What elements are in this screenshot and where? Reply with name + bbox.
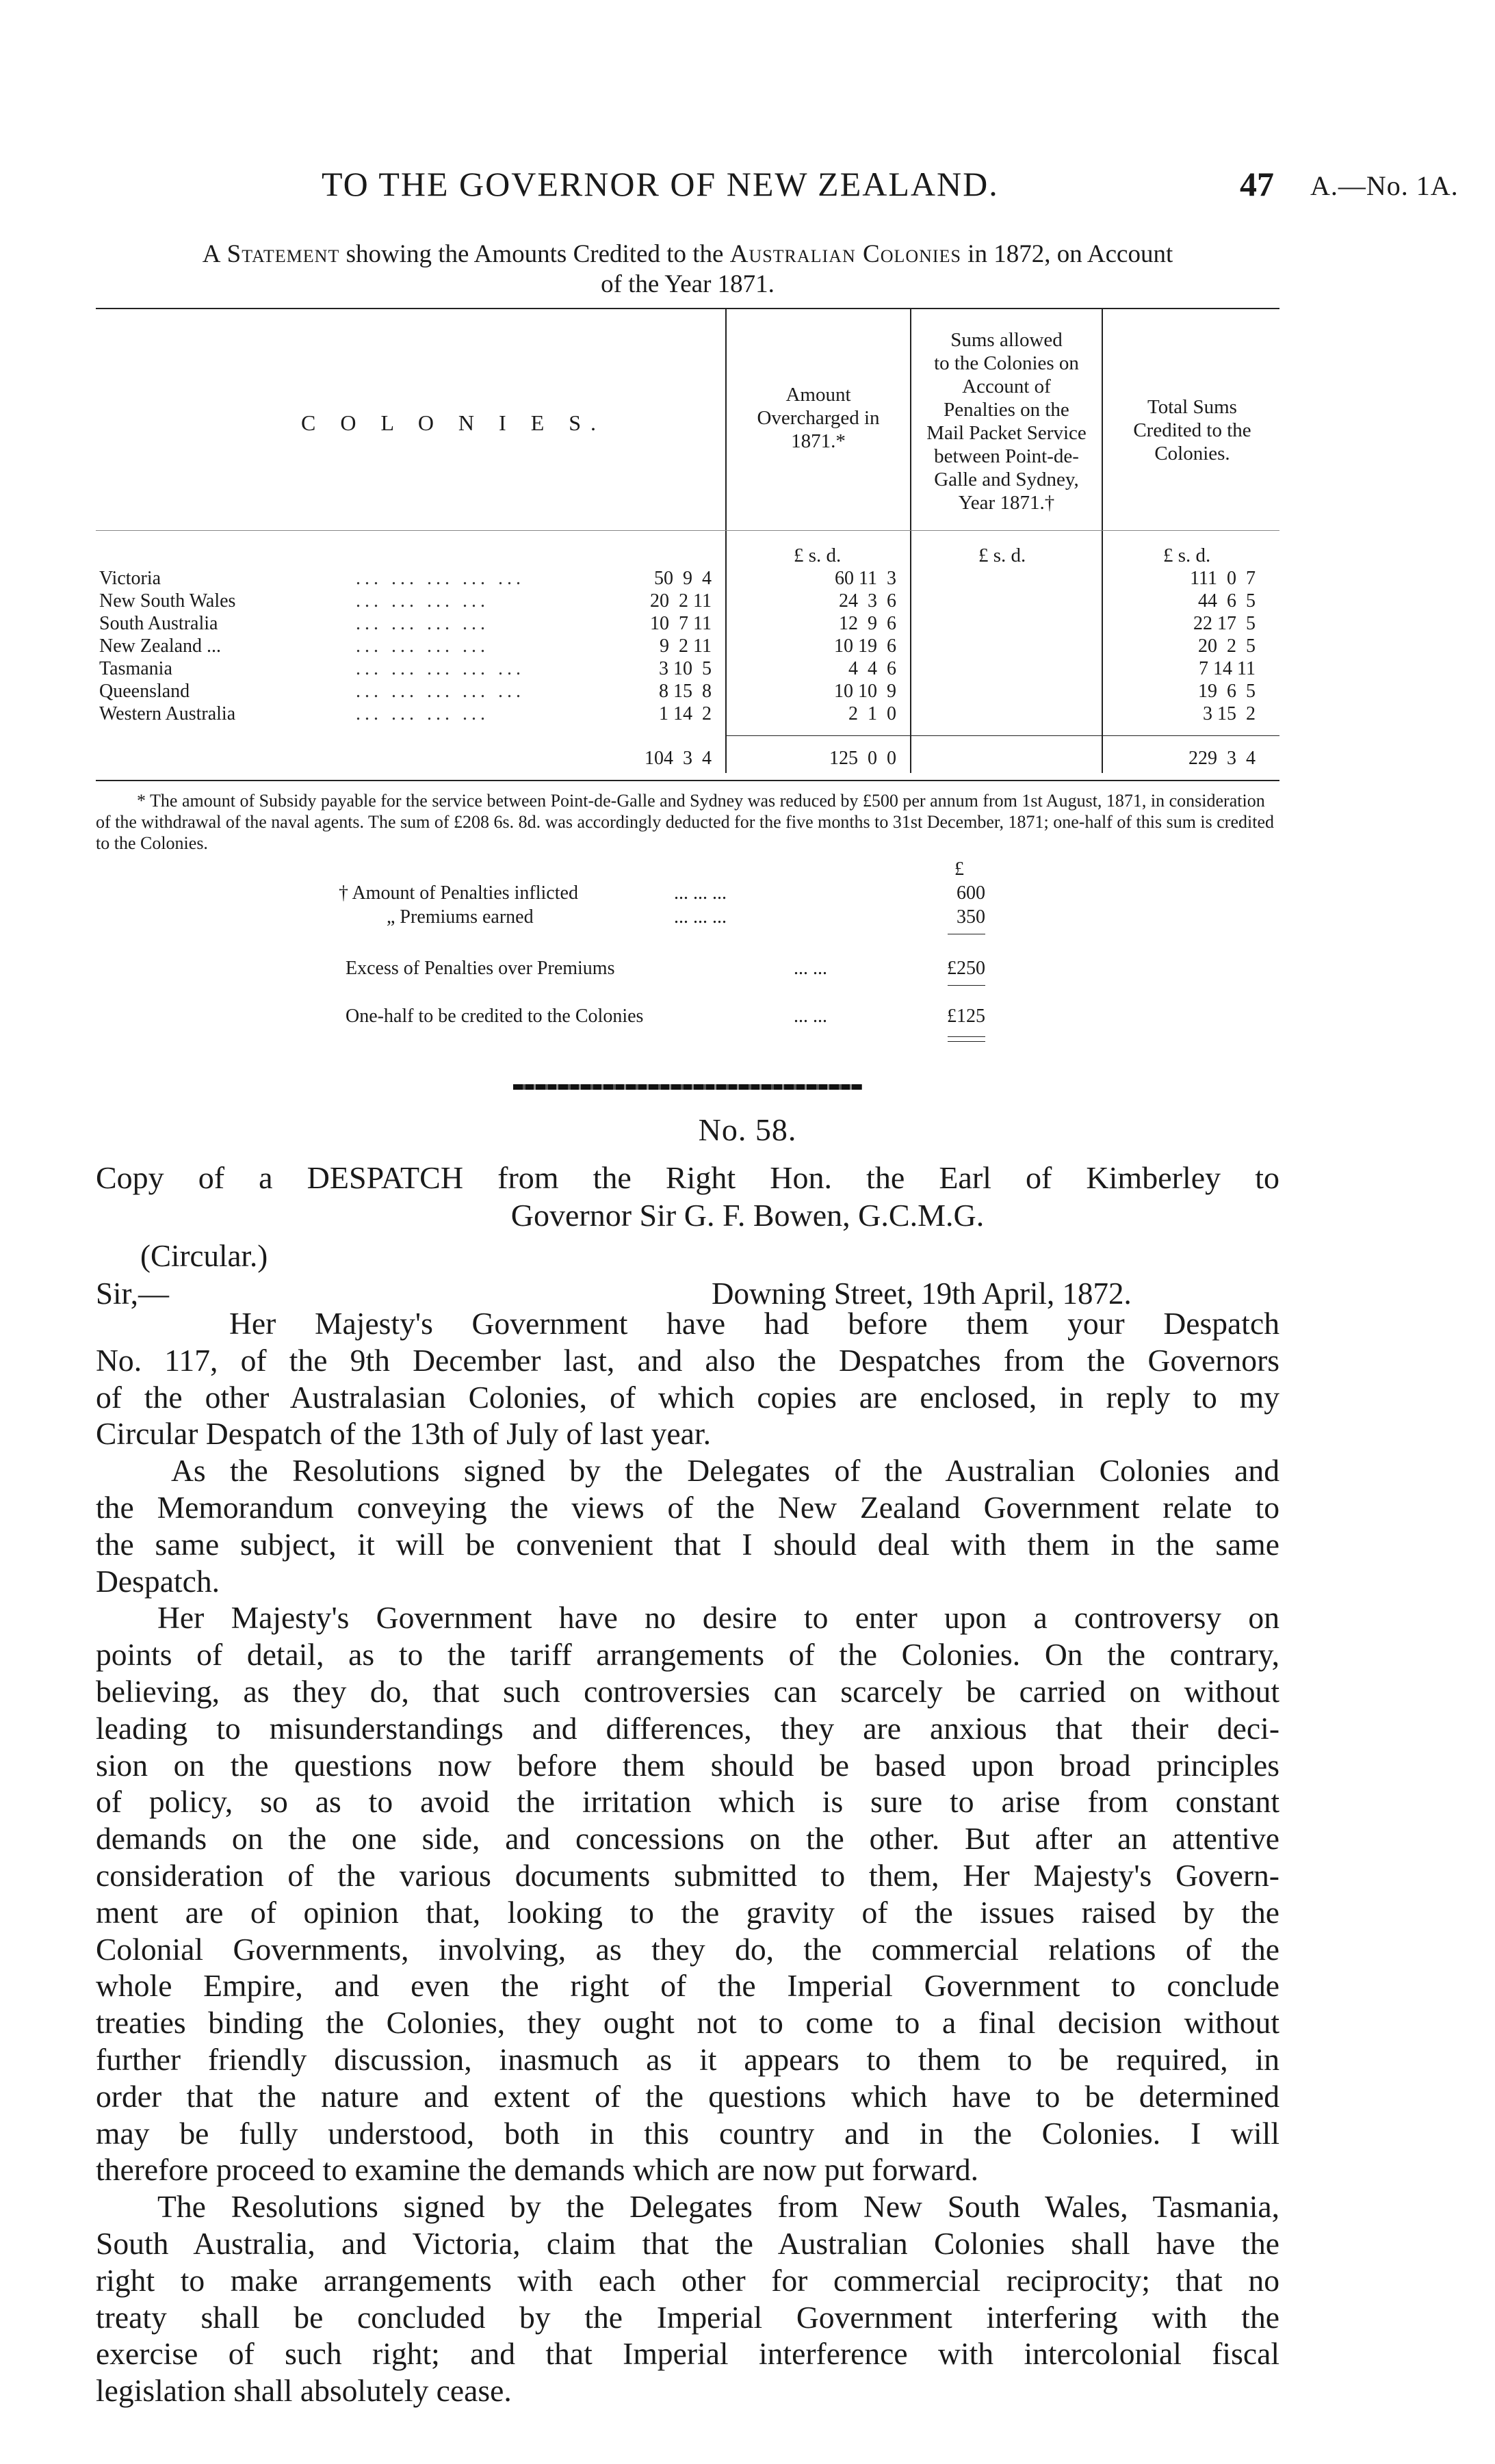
overcharged-value: 3 10 5 bbox=[659, 658, 712, 679]
overcharged-value: 9 2 11 bbox=[660, 635, 712, 657]
units-penalties: £ s. d. bbox=[978, 545, 1026, 566]
body-line: may be fully understood, both in this country and in the Colonies. I will bbox=[96, 2115, 1279, 2151]
header-line: 1871.* bbox=[791, 430, 846, 452]
body-line: Despatch. bbox=[96, 1563, 220, 1599]
header-line: Year 1871.† bbox=[958, 492, 1055, 514]
overcharged-column-header bbox=[729, 383, 908, 453]
header-line: Amount bbox=[785, 384, 851, 406]
body-line: order that the nature and extent of the questions which have to be determined bbox=[96, 2078, 1279, 2114]
despatch-title-line-1: Copy of a DESPATCH from the Right Hon. the Earl of Kimberley to bbox=[96, 1160, 1279, 1195]
total-value: 19 6 5 bbox=[1198, 681, 1256, 702]
units-total: £ s. d. bbox=[1163, 545, 1211, 566]
header-line: Galle and Sydney, bbox=[934, 469, 1079, 490]
calc-label: „ Premiums earned bbox=[387, 906, 534, 928]
total-value: 7 14 11 bbox=[1199, 658, 1256, 679]
page-number: 47 bbox=[1240, 165, 1274, 203]
penalties-value: 12 9 6 bbox=[839, 613, 896, 634]
despatch-dateline: Downing Street, 19th April, 1872. bbox=[712, 1276, 1132, 1311]
penalties-value: 24 3 6 bbox=[839, 590, 896, 612]
table-row bbox=[96, 590, 1279, 614]
body-line: Circular Despatch of the 13th of July of last year. bbox=[96, 1416, 711, 1452]
colony-name: South Australia bbox=[99, 613, 218, 634]
header-line: to the Colonies on bbox=[934, 352, 1079, 374]
colony-name: Victoria bbox=[99, 568, 161, 589]
despatch-title-line-2: Governor Sir G. F. Bowen, G.C.M.G. bbox=[510, 1198, 985, 1233]
running-header bbox=[0, 164, 1495, 212]
table-row bbox=[96, 635, 1279, 659]
leader-dots: ... ... ... ... bbox=[356, 613, 489, 634]
penalties-value: 4 4 6 bbox=[848, 658, 896, 679]
body-line: treaties binding the Colonies, they ought not to come to a final decision without bbox=[96, 2005, 1279, 2041]
calc-amount: £250 bbox=[947, 958, 985, 979]
leader-dots: ... ... ... bbox=[674, 882, 727, 904]
body-line: points of detail, as to the tariff arrangements of the Colonies. On the contrary, bbox=[96, 1637, 1279, 1673]
total-column-header bbox=[1105, 395, 1279, 465]
body-line: sion on the questions now before them should be based upon broad principles bbox=[96, 1747, 1279, 1783]
colony-name: New South Wales bbox=[99, 590, 236, 612]
header-line: between Point-de- bbox=[934, 445, 1079, 467]
statement-suffix: in 1872, on Account bbox=[967, 240, 1173, 268]
penalties-value: 60 11 3 bbox=[835, 568, 896, 589]
table-row bbox=[96, 658, 1279, 681]
body-line: As the Resolutions signed by the Delegates of the Australian Colonies and bbox=[171, 1453, 1279, 1489]
body-line: ment are of opinion that, looking to the gravity of the issues raised by the bbox=[96, 1894, 1279, 1930]
body-line: South Australia, and Victoria, claim that the Australian Colonies shall have the bbox=[96, 2225, 1279, 2261]
leader-dots: ... ... ... ... bbox=[356, 590, 489, 612]
body-line: of policy, so as to avoid the irritation which is sure to arise from constant bbox=[96, 1784, 1279, 1820]
leader-dots: ... ... ... ... ... bbox=[356, 681, 525, 702]
table-row bbox=[96, 613, 1279, 636]
body-line: Her Majesty's Government have no desire to enter upon a controversy on bbox=[157, 1600, 1279, 1636]
section-ornament bbox=[513, 1084, 862, 1090]
overcharged-value: 8 15 8 bbox=[659, 681, 712, 702]
total-value: 20 2 5 bbox=[1198, 635, 1256, 657]
calc-label: Excess of Penalties over Premiums bbox=[346, 958, 615, 979]
page-title: TO THE GOVERNOR OF NEW ZEALAND. bbox=[322, 165, 999, 203]
body-line: treaty shall be concluded by the Imperial Government interfering with the bbox=[96, 2299, 1279, 2335]
total-rule bbox=[725, 735, 1279, 736]
leader-dots: ... ... ... bbox=[674, 906, 727, 928]
leader-dots: ... ... ... ... ... bbox=[356, 658, 525, 679]
leader-dots: ... ... ... ... ... bbox=[356, 568, 525, 589]
leader-dots: ... ... ... ... bbox=[356, 635, 489, 657]
despatch-body bbox=[96, 1305, 1279, 2409]
body-line: demands on the one side, and concessions on the other. But after an attentive bbox=[96, 1821, 1279, 1857]
credits-table bbox=[96, 308, 1279, 787]
total-value: 111 0 7 bbox=[1190, 568, 1256, 589]
penalties-value: 10 10 9 bbox=[834, 681, 896, 702]
calc-label: † Amount of Penalties inflicted bbox=[339, 882, 578, 904]
header-line: Penalties on the bbox=[944, 399, 1069, 421]
colony-name: Tasmania bbox=[99, 658, 172, 679]
body-line: further friendly discussion, inasmuch as it appears to them to be required, in bbox=[96, 2041, 1279, 2077]
penalties-column-header bbox=[913, 328, 1100, 514]
colony-name: Queensland bbox=[99, 681, 190, 702]
colony-name: New Zealand ... bbox=[99, 635, 222, 657]
paper-reference: A.—No. 1A. bbox=[1310, 170, 1459, 201]
statement-line-1 bbox=[96, 239, 1279, 270]
body-line: believing, as they do, that such controversies can scarcely be carried on without bbox=[96, 1673, 1279, 1709]
penalties-total: 125 0 0 bbox=[829, 748, 896, 769]
statement-line-2: of the Year 1871. bbox=[601, 270, 775, 298]
header-rule bbox=[96, 530, 1279, 531]
leader-dots: ... ... ... ... bbox=[356, 703, 489, 724]
calc-amount: 350 bbox=[957, 906, 985, 928]
total-value: 3 15 2 bbox=[1203, 703, 1256, 724]
calc-amount: 600 bbox=[957, 882, 985, 904]
table-row bbox=[96, 681, 1279, 704]
body-line: Colonial Governments, involving, as they do, the commercial relations of the bbox=[96, 1931, 1279, 1967]
header-line: Total Sums bbox=[1147, 396, 1237, 418]
header-line: Colonies. bbox=[1154, 443, 1230, 464]
body-line: exercise of such right; and that Imperial interference with intercolonial fiscal bbox=[96, 2336, 1279, 2372]
pound-sign: £ bbox=[954, 859, 964, 880]
header-line: Mail Packet Service bbox=[926, 422, 1087, 444]
table-bottom-rule bbox=[96, 780, 1279, 781]
body-line: consideration of the various documents submitted to them, Her Majesty's Govern- bbox=[96, 1857, 1279, 1893]
statement-colonies: Australian Colonies bbox=[729, 240, 961, 268]
statement-mid: showing the Amounts Credited to the bbox=[346, 240, 724, 268]
despatch-number: No. 58. bbox=[698, 1112, 797, 1147]
table-total-row bbox=[96, 748, 1279, 771]
double-rule bbox=[948, 1036, 985, 1037]
overcharged-value: 50 9 4 bbox=[654, 568, 712, 589]
leader-dots: ... ... bbox=[794, 958, 827, 979]
units-overcharged: £ s. d. bbox=[794, 545, 842, 566]
total-value: 44 6 5 bbox=[1198, 590, 1256, 612]
header-line: Credited to the bbox=[1133, 419, 1251, 441]
penalties-value: 10 19 6 bbox=[834, 635, 896, 657]
subsidy-footnote: * The amount of Subsidy payable for the service between Point-de-Galle and Sydney was reduced by £500 per annum from 1st August, 1871, in consideration of the withdrawal of the naval agents. The sum of £208 6s. 8d. was accordingly deducted for the five months to 31st December, 1871; one-half of this sum is credited to the Colonies. bbox=[96, 791, 1274, 853]
body-line: the Memorandum conveying the views of the New Zealand Government relate to bbox=[96, 1489, 1279, 1525]
leader-dots: ... ... bbox=[794, 1006, 827, 1027]
header-line: Overcharged in bbox=[757, 407, 880, 429]
double-rule bbox=[948, 1041, 985, 1042]
calc-amount: £125 bbox=[947, 1006, 985, 1027]
body-line: The Resolutions signed by the Delegates from New South Wales, Tasmania, bbox=[157, 2189, 1279, 2225]
body-line: right to make arrangements with each other for commercial reciprocity; that no bbox=[96, 2262, 1279, 2298]
table-row bbox=[96, 703, 1279, 726]
salutation: Sir,— bbox=[96, 1276, 169, 1311]
body-line: whole Empire, and even the right of the Imperial Government to conclude bbox=[96, 1968, 1279, 2004]
statement-heading bbox=[96, 239, 1279, 300]
colony-name: Western Australia bbox=[99, 703, 236, 724]
overcharged-value: 10 7 11 bbox=[650, 613, 712, 634]
body-line: the same subject, it will be convenient that I should deal with them in the same bbox=[96, 1526, 1279, 1562]
body-line: therefore proceed to examine the demands which are now put forward. bbox=[96, 2152, 979, 2188]
table-row bbox=[96, 568, 1279, 591]
body-line: leading to misunderstandings and differences, they are anxious that their deci- bbox=[96, 1710, 1279, 1746]
colonies-column-header: C O L O N I E S. bbox=[301, 410, 606, 435]
body-line: of the other Australasian Colonies, of which copies are enclosed, in reply to my bbox=[96, 1379, 1279, 1415]
overcharged-value: 1 14 2 bbox=[659, 703, 712, 724]
overcharged-total: 104 3 4 bbox=[645, 748, 712, 769]
sum-rule bbox=[948, 985, 985, 986]
calc-label: One-half to be credited to the Colonies bbox=[346, 1006, 644, 1027]
body-line: Her Majesty's Government have had before them your Despatch bbox=[229, 1306, 1279, 1341]
circular-note: (Circular.) bbox=[140, 1239, 268, 1273]
body-line: legislation shall absolutely cease. bbox=[96, 2373, 512, 2409]
penalties-value: 2 1 0 bbox=[848, 703, 896, 724]
total-value: 22 17 5 bbox=[1193, 613, 1256, 634]
grand-total: 229 3 4 bbox=[1188, 748, 1256, 769]
header-line: Account of bbox=[962, 376, 1051, 397]
body-line: No. 117, of the 9th December last, and also the Despatches from the Governors bbox=[96, 1342, 1279, 1378]
header-line: Sums allowed bbox=[950, 329, 1063, 351]
statement-prefix: A Statement bbox=[202, 240, 340, 268]
overcharged-value: 20 2 11 bbox=[650, 590, 712, 612]
